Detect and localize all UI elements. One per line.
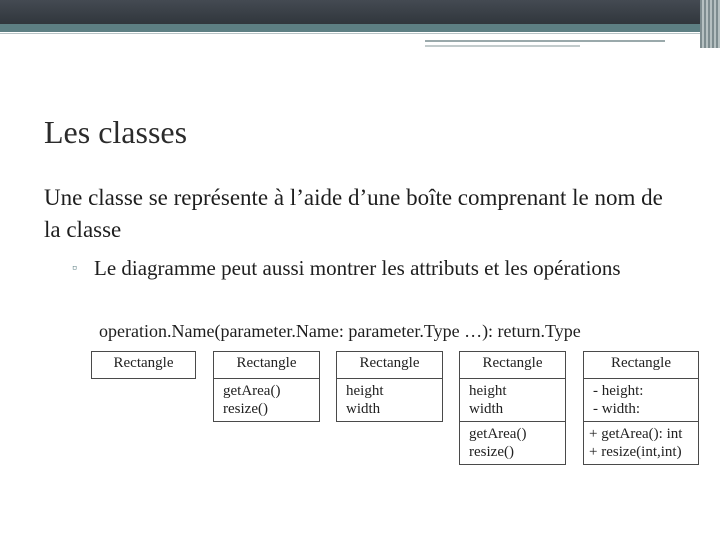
bullet-icon: ▫ [72,261,77,276]
attributes-section [584,379,698,421]
attribute: height [346,383,384,399]
operations-section [584,421,698,464]
theme-accent-bar [0,24,700,32]
theme-top-bar [0,0,720,26]
decorative-line [0,33,720,34]
class-name: Rectangle [584,352,698,379]
decorative-line [425,40,665,42]
operation: getArea() [223,383,281,399]
uml-class-box [213,351,320,422]
decorative-line [425,45,580,47]
operations-section [214,379,319,421]
operation-signature: operation.Name(parameter.Name: parameter.Type …): return.Type [99,321,581,341]
class-name: Rectangle [113,355,174,371]
attribute: height [469,383,507,399]
operation: resize() [469,444,514,460]
sub-bullet-text: Le diagramme peut aussi montrer les attributs et les opérations [94,256,621,280]
operations-section [460,421,565,464]
uml-class-box [459,351,566,465]
class-name: Rectangle [337,352,442,379]
operation: + resize(int,int) [589,444,682,460]
attribute: - height: [593,383,644,399]
slide-title: Les classes [44,114,188,150]
uml-class-box [91,351,196,379]
sub-bullet [72,254,692,283]
attributes-section [460,379,565,421]
operation: getArea() [469,426,527,442]
uml-class-box [336,351,443,422]
attribute: width [469,401,504,417]
uml-class-box [583,351,699,465]
attribute: width [346,401,381,417]
attributes-section [337,379,442,421]
operation: resize() [223,401,268,417]
operation: + getArea(): int [589,426,683,442]
class-name: Rectangle [460,352,565,379]
class-name: Rectangle [214,352,319,379]
decorative-stripes [700,0,720,48]
body-text: Une classe se représente à l’aide d’une boîte comprenant le nom de la classe [44,185,663,242]
attribute: - width: [593,401,641,417]
